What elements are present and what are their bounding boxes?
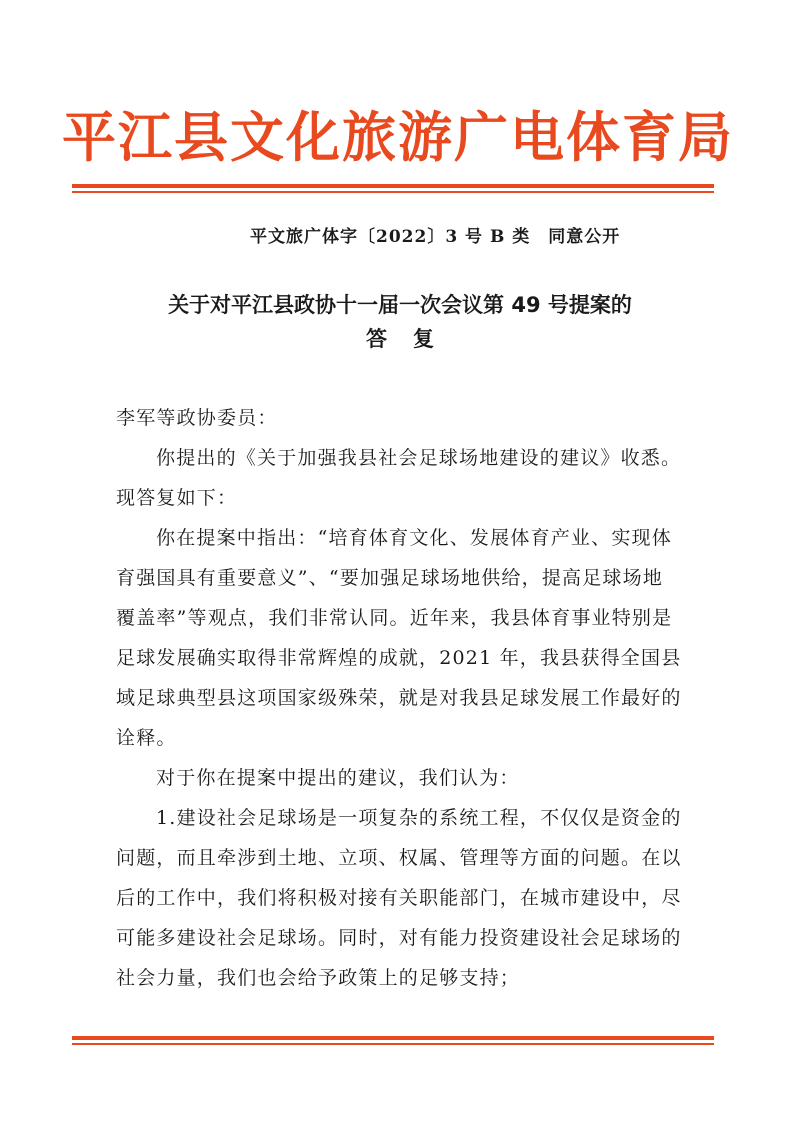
footer-rule-thin — [72, 1043, 714, 1045]
paragraph: 你在提案中指出：“培育体育文化、发展体育产业、实现体育强国具有重要意义”、“要加强足球场地供给，提高足球场地覆盖率”等观点，我们非常认同。近年来，我县体育事业特别是足球发展确实取得非常辉煌的成就，2021 年，我县获得全国县域足球典型县这项国家级殊荣，就是对我县足球发展工作最好的诠释。 — [116, 527, 682, 749]
salutation: 李军等政协委员： — [116, 407, 278, 429]
document-title-line2: 答复 — [366, 327, 460, 351]
paragraph: 你提出的《关于加强我县社会足球场地建设的建议》收悉。现答复如下： — [116, 447, 682, 509]
letterhead-rule-thin — [72, 191, 714, 193]
letterhead-rule-thick — [72, 184, 714, 188]
footer-rule-thick — [72, 1036, 714, 1040]
paragraph: 对于你在提案中提出的建议，我们认为： — [156, 767, 520, 789]
document-title-line1: 关于对平江县政协十一届一次会议第 49 号提案的 — [168, 293, 632, 317]
document-title — [100, 288, 700, 356]
letterhead-title: 平江县文化旅游广电体育局 — [62, 105, 734, 169]
document-number: 平文旅广体字〔2022〕3 号 B 类 同意公开 — [250, 227, 621, 247]
document-body — [116, 398, 682, 998]
paragraph: 1.建设社会足球场是一项复杂的系统工程，不仅仅是资金的问题，而且牵涉到土地、立项、权属、管理等方面的问题。在以后的工作中，我们将积极对接有关职能部门，在城市建设中，尽可能多建设社会足球场。同时，对有能力投资建设社会足球场的社会力量，我们也会给予政策上的足够支持； — [116, 807, 682, 989]
